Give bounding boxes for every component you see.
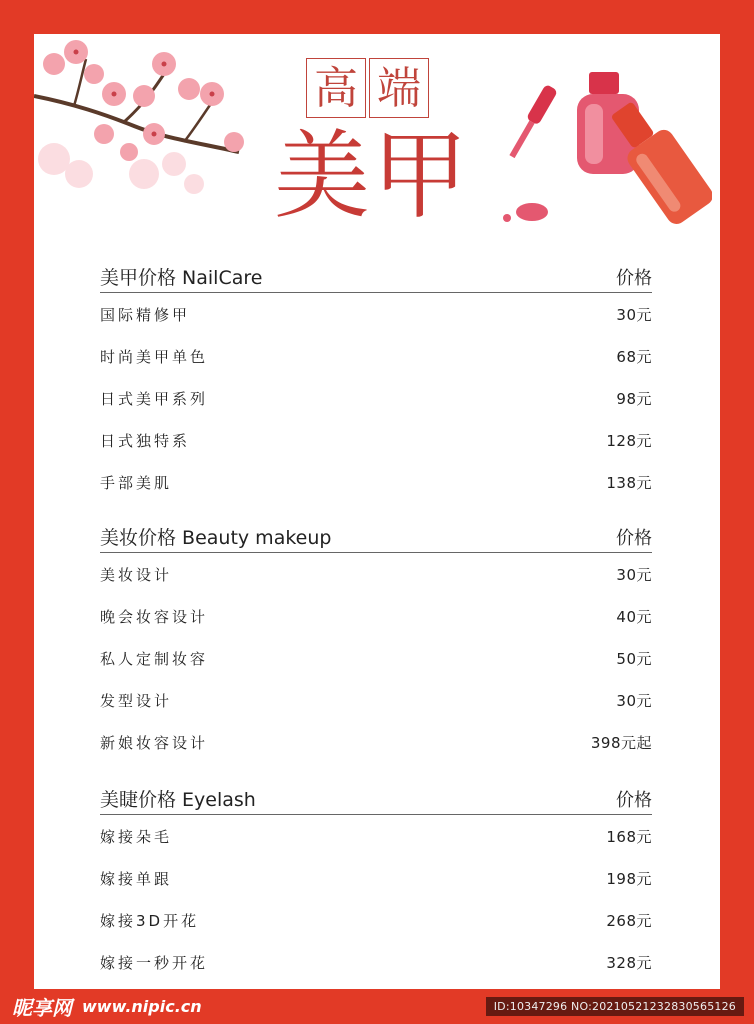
item-price: 98元 <box>616 389 652 408</box>
footer <box>0 989 754 1024</box>
list-item <box>100 941 652 983</box>
price-heading: 价格 <box>616 268 652 289</box>
section-eyelash <box>100 786 652 983</box>
cherry-blossom-icon <box>34 34 274 204</box>
title-char-1: 高 <box>306 58 366 118</box>
list-item <box>100 377 652 419</box>
item-name: 日式独特系 <box>100 431 191 450</box>
menu-sheet <box>34 34 720 989</box>
list-item <box>100 293 652 335</box>
list-item <box>100 553 652 595</box>
image-id-badge: ID:10347296 NO:20210521232830565126 <box>486 997 744 1016</box>
item-price: 30元 <box>616 691 652 710</box>
watermark-brand <box>12 992 202 1021</box>
section-header <box>100 786 652 815</box>
item-price: 30元 <box>616 565 652 584</box>
section-heading: 美睫价格 Eyelash <box>100 789 256 811</box>
item-price: 168元 <box>606 827 652 846</box>
item-name: 手部美肌 <box>100 473 173 492</box>
list-item <box>100 335 652 377</box>
list-item <box>100 857 652 899</box>
item-name: 私人定制妆容 <box>100 649 209 668</box>
section-heading: 美甲价格 NailCare <box>100 267 263 289</box>
page-title: 美甲 <box>274 120 470 232</box>
item-price: 40元 <box>616 607 652 626</box>
item-price: 50元 <box>616 649 652 668</box>
item-name: 国际精修甲 <box>100 305 191 324</box>
list-item <box>100 721 652 763</box>
brand-name: 昵享网 <box>12 996 72 1020</box>
list-item <box>100 815 652 857</box>
item-price: 268元 <box>606 911 652 930</box>
item-price: 398元起 <box>590 733 652 752</box>
price-heading: 价格 <box>616 528 652 549</box>
section-nailcare <box>100 264 652 503</box>
list-item <box>100 595 652 637</box>
list-item <box>100 899 652 941</box>
title-top <box>306 58 429 118</box>
item-name: 嫁接单跟 <box>100 869 173 888</box>
item-price: 30元 <box>616 305 652 324</box>
item-name: 美妆设计 <box>100 565 173 584</box>
item-name: 晚会妆容设计 <box>100 607 209 626</box>
nail-polish-icon <box>497 52 712 237</box>
item-name: 嫁接3D开花 <box>100 911 200 930</box>
item-price: 198元 <box>606 869 652 888</box>
list-item <box>100 637 652 679</box>
item-name: 嫁接一秒开花 <box>100 953 209 972</box>
item-price: 138元 <box>606 473 652 492</box>
section-makeup <box>100 524 652 763</box>
item-price: 128元 <box>606 431 652 450</box>
section-header <box>100 524 652 553</box>
item-name: 新娘妆容设计 <box>100 733 209 752</box>
list-item <box>100 679 652 721</box>
title-char-2: 端 <box>369 58 429 118</box>
item-name: 时尚美甲单色 <box>100 347 209 366</box>
list-item <box>100 419 652 461</box>
item-price: 328元 <box>606 953 652 972</box>
item-price: 68元 <box>616 347 652 366</box>
item-name: 日式美甲系列 <box>100 389 209 408</box>
price-heading: 价格 <box>616 790 652 811</box>
section-header <box>100 264 652 293</box>
item-name: 发型设计 <box>100 691 173 710</box>
section-heading: 美妆价格 Beauty makeup <box>100 527 332 549</box>
brand-url[interactable]: www.nipic.cn <box>82 997 202 1016</box>
item-name: 嫁接朵毛 <box>100 827 173 846</box>
list-item <box>100 461 652 503</box>
